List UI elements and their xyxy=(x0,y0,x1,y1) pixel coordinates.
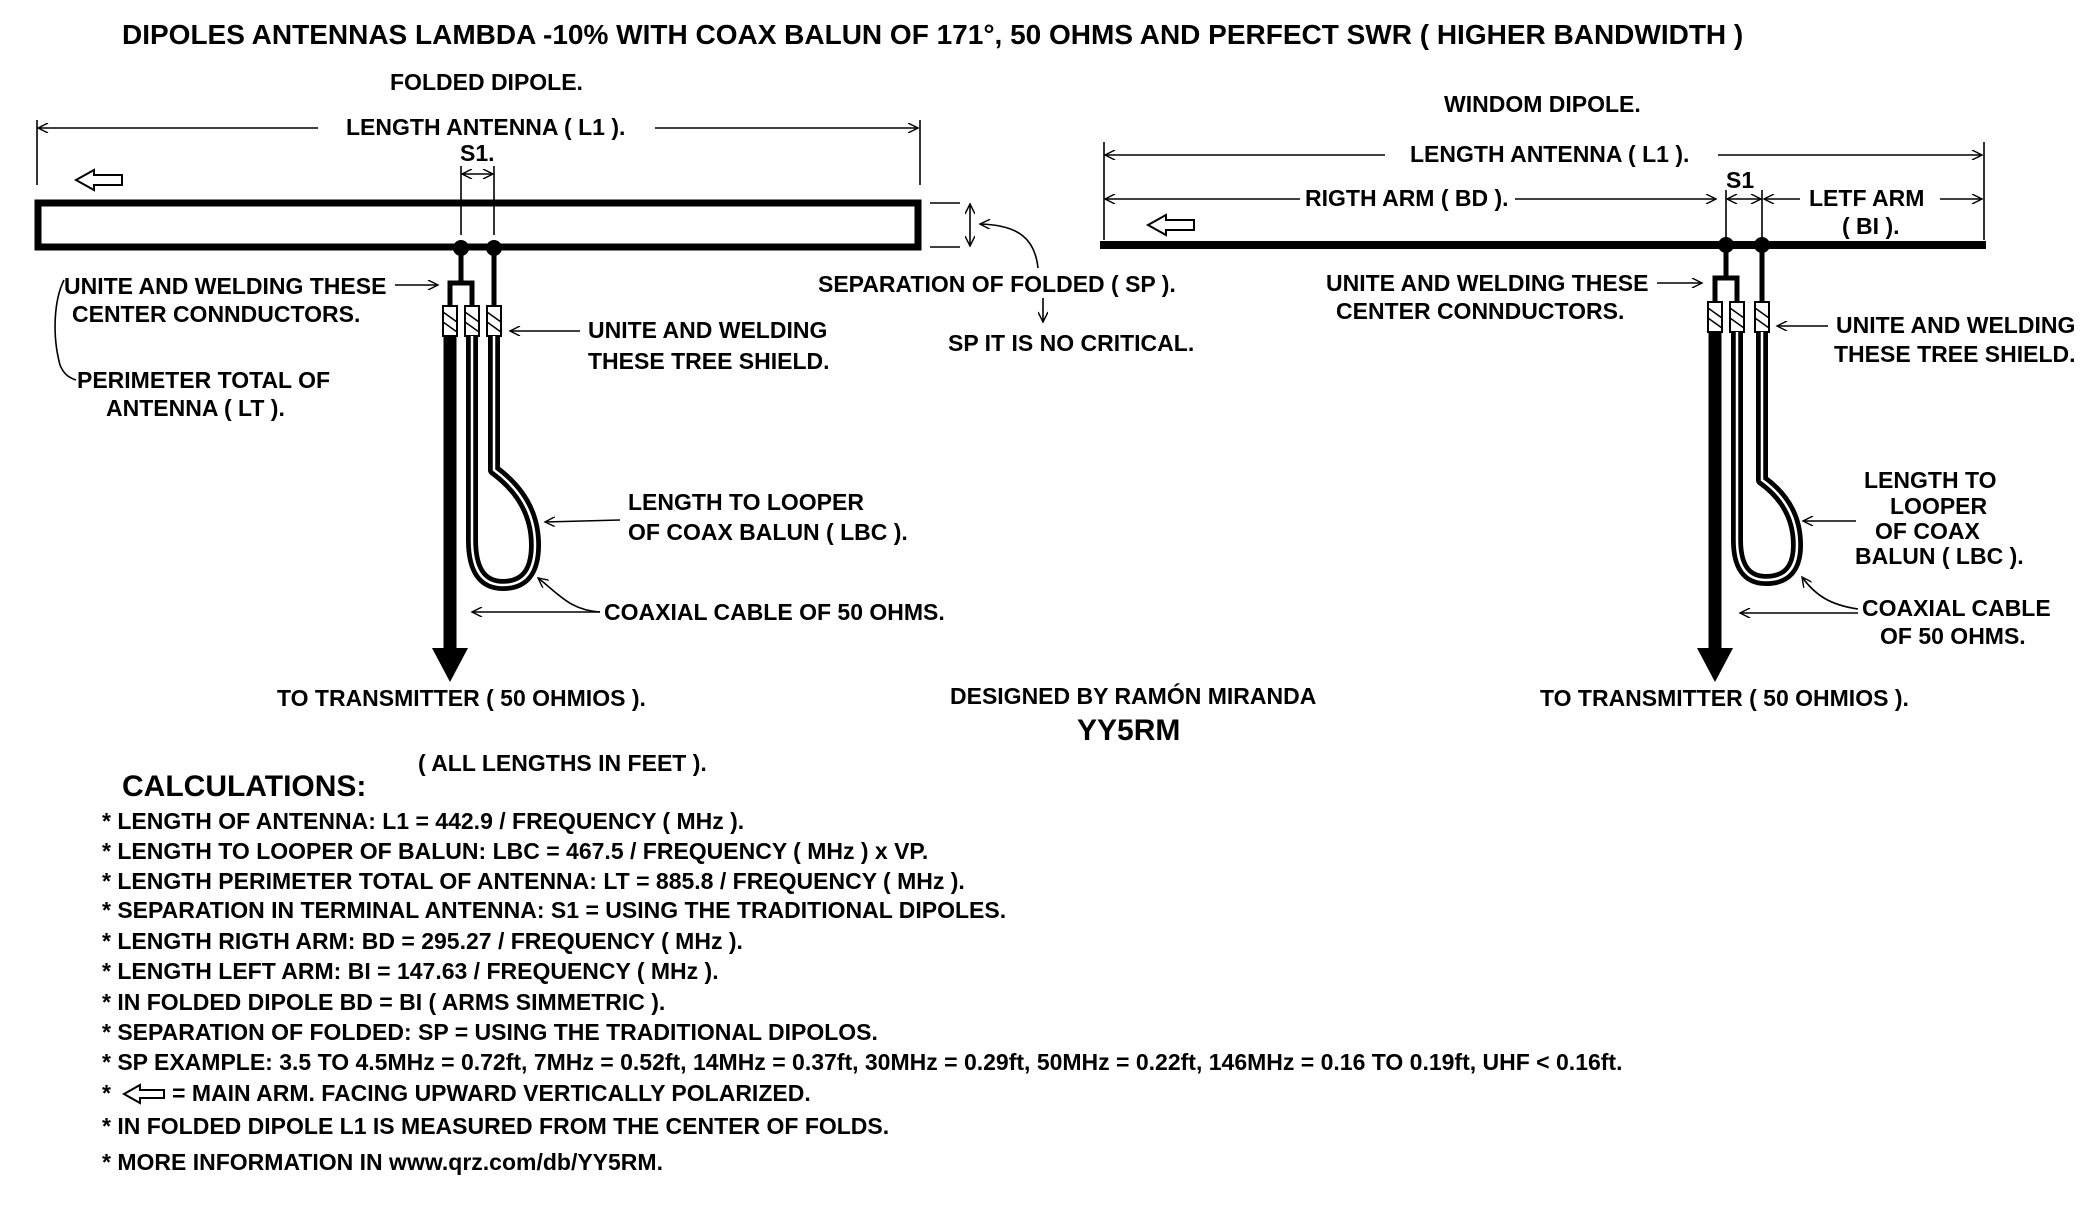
windom-coax-balun-loop xyxy=(1737,332,1797,580)
unite-shield-label-2: THESE TREE SHIELD. xyxy=(588,348,830,374)
looper-leader xyxy=(545,520,620,522)
sp-leader xyxy=(980,224,1038,268)
windom-dipole xyxy=(1100,91,2076,711)
windom-s1-label: S1 xyxy=(1726,167,1755,193)
feed-arrow-icon xyxy=(432,648,468,682)
more-info: * MORE INFORMATION IN www.qrz.com/db/YY5RM. xyxy=(102,1149,663,1175)
separation-label: SEPARATION OF FOLDED ( SP ). xyxy=(818,271,1176,297)
folded-transmitter-label: TO TRANSMITTER ( 50 OHMIOS ). xyxy=(277,685,646,711)
coax-balun-loop-core xyxy=(472,336,535,585)
perimeter-label-1: PERIMETER TOTAL OF xyxy=(77,367,331,393)
windom-unite-center-label-1: UNITE AND WELDING THESE xyxy=(1326,270,1649,296)
windom-length-label: LENGTH ANTENNA ( L1 ). xyxy=(1410,141,1690,167)
unite-center-label-1: UNITE AND WELDING THESE xyxy=(64,273,387,299)
calc-item: * SEPARATION IN TERMINAL ANTENNA: S1 = USING THE TRADITIONAL DIPOLES. xyxy=(102,897,1007,923)
calc-item: * SP EXAMPLE: 3.5 TO 4.5MHz = 0.72ft, 7MHz = 0.52ft, 14MHz = 0.37ft, 30MHz = 0.29ft, 50MHz = 0.22ft, 146MHz = 0.16 TO 0.19ft, UHF < 0.16ft. xyxy=(102,1049,1623,1075)
windom-feed-arrow-icon xyxy=(1697,648,1733,682)
windom-main-arm-arrow-icon xyxy=(1148,215,1194,235)
l1-note: * IN FOLDED DIPOLE L1 IS MEASURED FROM THE CENTER OF FOLDS. xyxy=(102,1113,890,1139)
calc-item: * IN FOLDED DIPOLE BD = BI ( ARMS SIMMETRIC ). xyxy=(102,989,666,1015)
windom-unite-shield-label-1: UNITE AND WELDING xyxy=(1836,312,2076,338)
center-conductor-junction xyxy=(450,248,472,306)
designer-callsign: YY5RM xyxy=(1077,714,1181,747)
windom-coax-label-2: OF 50 OHMS. xyxy=(1880,623,2026,649)
perimeter-label-2: ANTENNA ( LT ). xyxy=(106,395,285,421)
coax-leader-1 xyxy=(538,578,600,612)
diagram-title: DIPOLES ANTENNAS LAMBDA -10% WITH COAX BALUN OF 171°, 50 OHMS AND PERFECT SWR ( HIGHER BANDWIDTH ) xyxy=(122,19,1744,50)
windom-center-conductor-junction xyxy=(1715,245,1737,302)
windom-looper-label-4: BALUN ( LBC ). xyxy=(1855,543,2024,569)
calculations-heading: CALCULATIONS: xyxy=(122,770,367,803)
folded-s1-label: S1. xyxy=(460,140,495,166)
coax-label: COAXIAL CABLE OF 50 OHMS. xyxy=(604,599,945,625)
windom-coax-label-1: COAXIAL CABLE xyxy=(1862,595,2051,621)
calc-item: * LENGTH RIGTH ARM: BD = 295.27 / FREQUENCY ( MHz ). xyxy=(102,928,743,954)
windom-looper-label-1: LENGTH TO xyxy=(1864,467,1997,493)
main-arm-legend: = MAIN ARM. FACING UPWARD VERTICALLY POLARIZED. xyxy=(172,1080,811,1106)
calc-item: * LENGTH LEFT ARM: BI = 147.63 / FREQUENCY ( MHz ). xyxy=(102,958,719,984)
calc-item: * LENGTH PERIMETER TOTAL OF ANTENNA: LT = 885.8 / FREQUENCY ( MHz ). xyxy=(102,868,965,894)
calc-item: * LENGTH OF ANTENNA: L1 = 442.9 / FREQUENCY ( MHz ). xyxy=(102,808,745,834)
folded-length-label: LENGTH ANTENNA ( L1 ). xyxy=(346,114,626,140)
coax-balun-loop xyxy=(472,336,535,585)
folded-dipole-title: FOLDED DIPOLE. xyxy=(390,69,583,95)
legend-arrow-icon xyxy=(124,1085,164,1103)
calculations-section xyxy=(102,750,1622,1175)
units-note: ( ALL LENGTHS IN FEET ). xyxy=(418,750,707,776)
windom-transmitter-label: TO TRANSMITTER ( 50 OHMIOS ). xyxy=(1540,685,1909,711)
windom-looper-label-2: LOOPER xyxy=(1890,493,1988,519)
windom-looper-label-3: OF COAX xyxy=(1875,518,1980,544)
left-arm-label-1: LETF ARM xyxy=(1809,185,1925,211)
folded-dipole xyxy=(37,69,1194,711)
folded-dipole-element xyxy=(38,203,918,247)
calc-item: * LENGTH TO LOOPER OF BALUN: LBC = 467.5 / FREQUENCY ( MHz ) x VP. xyxy=(102,838,929,864)
main-arm-arrow-icon xyxy=(76,170,122,190)
windom-unite-shield-label-2: THESE TREE SHIELD. xyxy=(1834,341,2076,367)
sp-note: SP IT IS NO CRITICAL. xyxy=(948,330,1195,356)
looper-label-1: LENGTH TO LOOPER xyxy=(628,489,864,515)
designer-credit: DESIGNED BY RAMÓN MIRANDA xyxy=(950,683,1317,709)
unite-shield-label-1: UNITE AND WELDING xyxy=(588,317,828,343)
windom-dipole-title: WINDOM DIPOLE. xyxy=(1444,91,1641,117)
windom-coax-leader-1 xyxy=(1802,577,1858,609)
unite-center-label-2: CENTER CONNDUCTORS. xyxy=(72,301,361,327)
looper-label-2: OF COAX BALUN ( LBC ). xyxy=(628,519,908,545)
right-arm-label: RIGTH ARM ( BD ). xyxy=(1305,185,1509,211)
calc-item: * SEPARATION OF FOLDED: SP = USING THE TRADITIONAL DIPOLOS. xyxy=(102,1019,878,1045)
main-arm-bullet: * xyxy=(102,1080,111,1106)
windom-unite-center-label-2: CENTER CONNDUCTORS. xyxy=(1336,298,1625,324)
left-arm-label-2: ( BI ). xyxy=(1842,213,1900,239)
